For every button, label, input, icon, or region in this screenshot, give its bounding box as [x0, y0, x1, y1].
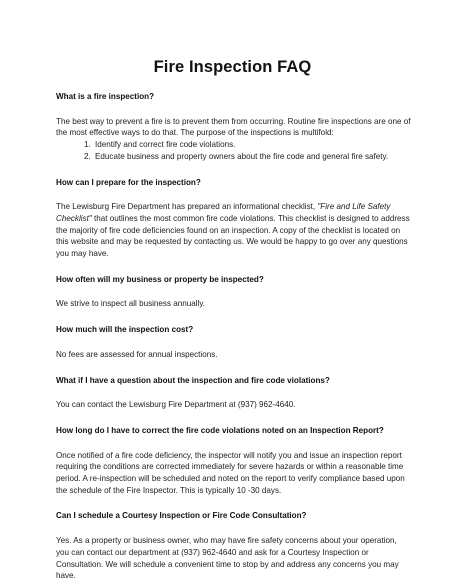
faq-question: Can I schedule a Courtesy Inspection or Fire Code Consultation?	[56, 511, 307, 521]
faq-answer: Once notified of a fire code deficiency, the inspector will notify you and issue an inspection report requiring the conditions are corrected immediately for severe hazards or within a reasonable time period. A re-inspection will be scheduled and noted on the report to verify compliance based upon the schedule of the Fire Inspector. This is typically 10 -30 days.	[56, 450, 405, 495]
list-item	[56, 151, 412, 163]
faq-body	[56, 91, 412, 582]
answer-text: that outlines the most common fire code violations. This checklist is designed to address the majority of fire code deficiencies found on an inspection. A copy of the checklist is located on this website and may be requested by contacting us. We would be happy to go over any questions you may have.	[56, 213, 410, 259]
list-item	[56, 139, 412, 151]
list-item-text: Educate business and property owners about the fire code and general fire safety.	[95, 151, 389, 161]
faq-question: What is a fire inspection?	[56, 92, 155, 101]
faq-answer	[56, 201, 412, 260]
list-item-text: Identify and correct fire code violations.	[95, 140, 236, 150]
page-title: Fire Inspection FAQ	[153, 58, 312, 76]
faq-question: What if I have a question about the inspection and fire code violations?	[56, 375, 330, 385]
faq-question: How long do I have to correct the fire code violations noted on an Inspection Report?	[56, 425, 384, 435]
faq-answer: No fees are assessed for annual inspections.	[56, 349, 218, 359]
faq-answer: The best way to prevent a fire is to prevent them from occurring. Routine fire inspections are one of the most effective ways to do that. The purpose of the inspections is multifold:	[56, 116, 411, 138]
faq-answer: We strive to inspect all business annually.	[56, 299, 206, 309]
purpose-list	[56, 139, 412, 162]
list-number: 2.	[84, 151, 91, 161]
answer-text: The Lewisburg Fire Department has prepared an informational checklist,	[56, 202, 318, 212]
faq-answer: You can contact the Lewisburg Fire Department at (937) 962-4640.	[56, 400, 296, 410]
faq-question: How much will the inspection cost?	[56, 325, 194, 335]
list-number: 1.	[84, 140, 91, 150]
checklist-title: "Fire and Life Safety Checklist"	[56, 202, 391, 223]
faq-answer: Yes. As a property or business owner, who may have fire safety concerns about your operation, you can contact our department at (937) 962-4640 and ask for a Courtesy Inspection or Consultation. We will schedule a convenient time to stop by and address any concerns you may have.	[56, 536, 399, 581]
faq-question: How can I prepare for the inspection?	[56, 177, 201, 187]
faq-question: How often will my business or property be inspected?	[56, 274, 264, 284]
